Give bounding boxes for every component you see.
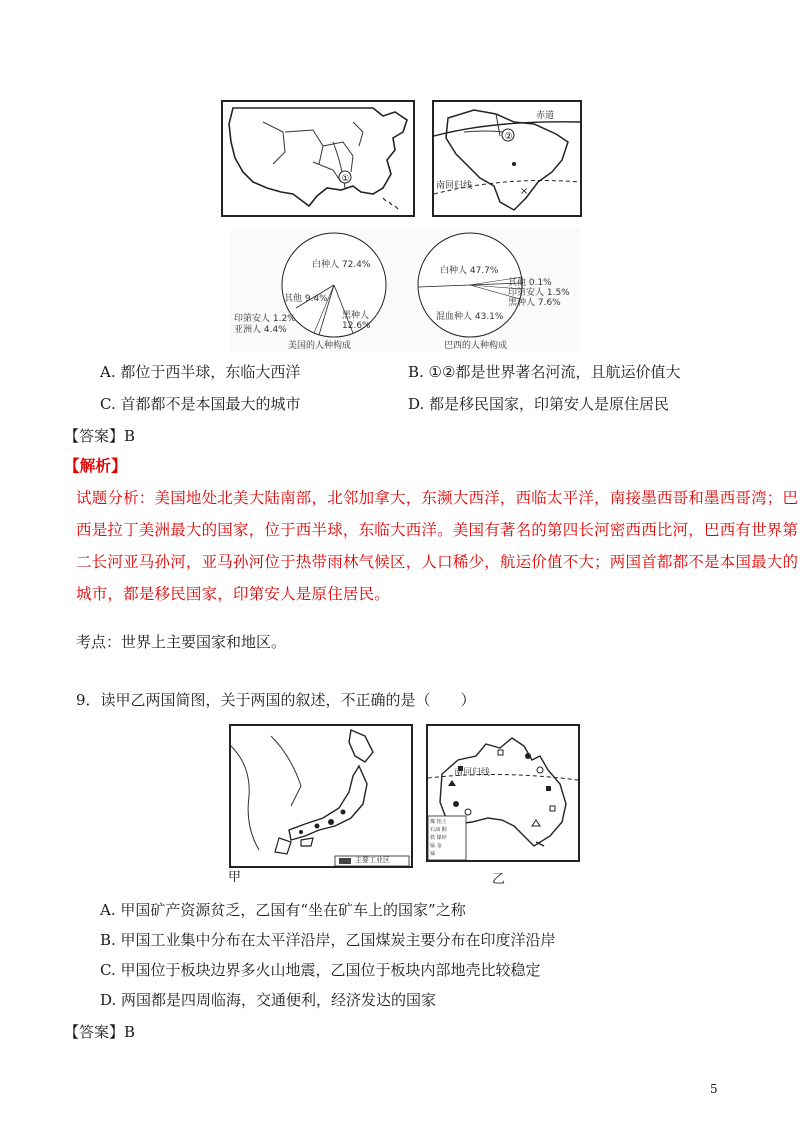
br-pie-caption: 巴西的人种构成 [444, 341, 508, 351]
q9-answer: 【答案】B [64, 1023, 136, 1041]
page-number: 5 [710, 1082, 718, 1096]
australia-tropic-label: 南回归线 [454, 768, 491, 778]
legend-nickel-zinc: 镍锌 [436, 835, 447, 841]
q9-option-c: C. 甲国位于板块边界多火山地震，乙国位于板块内部地壳比较稳定 [100, 961, 541, 979]
equator-label: 赤道 [536, 111, 555, 121]
us-population-pie [230, 229, 404, 351]
q8-kaodian: 考点：世界上主要国家和地区。 [76, 633, 287, 651]
australia-map [426, 724, 580, 862]
tropic-label: 南回归线 [436, 181, 473, 191]
brazil-population-pie [404, 229, 580, 351]
q8-analysis-title: 【解析】 [64, 457, 127, 475]
q9-option-b: B. 甲国工业集中分布在太平洋沿岸，乙国煤炭主要分布在印度洋沿岸 [100, 931, 556, 949]
q9-option-a: A. 甲国矿产资源贫乏，乙国有“坐在矿车上的国家”之称 [100, 901, 466, 919]
japan-legend-industrial: 主要工业区 [355, 856, 390, 864]
q8-analysis-line-4: 城市，都是移民国家，印第安人是原住居民。 [76, 585, 391, 603]
map-label-jia: 甲 [228, 870, 242, 885]
us-pie-label-asian: 亚洲人 4.4% [234, 325, 287, 335]
q8-option-c: C. 首都都不是本国最大的城市 [100, 395, 301, 413]
q8-option-a: A. 都位于西半球，东临大西洋 [100, 363, 301, 381]
q9-option-d: D. 两国都是四周临海，交通便利，经济发达的国家 [100, 991, 437, 1009]
legend-copper: 铜 [441, 827, 447, 833]
japan-map-outline [231, 726, 411, 866]
q8-option-b: B. ①②都是世界著名河流，且航运价值大 [408, 363, 681, 381]
river-marker-2: ② [504, 132, 513, 142]
us-map-outline [223, 102, 413, 215]
legend-manganese: 锰 [430, 843, 436, 849]
legend-iron: 铁 [430, 835, 436, 841]
br-pie-label-indian: 印第安人 1.5% [508, 288, 570, 298]
us-pie-label-indian: 印第安人 1.2% [234, 314, 296, 324]
q9-stem: 9．读甲乙两国简图，关于两国的叙述，不正确的是（ ） [76, 691, 476, 709]
us-pie-label-black: 黑种人 12.6% [342, 311, 371, 331]
map-label-yi: 乙 [492, 872, 506, 887]
brazil-map [432, 100, 582, 217]
svg-text:×: × [520, 186, 529, 197]
br-pie-label-other: 其他 0.1% [508, 278, 552, 288]
legend-uranium: 铀 [430, 851, 436, 857]
q8-option-d: D. 都是移民国家，印第安人是原住居民 [408, 395, 670, 413]
legend-coal: 煤 [430, 819, 436, 825]
us-pie-label-other: 其他 9.4% [284, 294, 328, 304]
legend-oil: 石油 [430, 827, 441, 833]
australia-legend [430, 818, 466, 858]
river-marker-1: ① [341, 174, 350, 184]
us-map [221, 100, 415, 217]
q8-analysis-line-3: 二长河亚马孙河，亚马孙河位于热带雨林气候区，人口稀少，航运价值不大；两国首都都不是本国最大的 [76, 553, 799, 571]
us-pie-label-white: 白种人 72.4% [312, 260, 371, 270]
q8-analysis-line-2: 西是拉丁美洲最大的国家，位于西半球，东临大西洋。美国有著名的第四长河密西西比河，巴西有世界第 [76, 521, 799, 539]
brazil-map-outline [434, 102, 580, 215]
japan-map [229, 724, 413, 868]
br-pie-label-mixed: 混血种人 43.1% [436, 312, 504, 322]
br-pie-label-black: 黑种人 7.6% [508, 298, 561, 308]
legend-gold: 金 [436, 843, 442, 849]
br-pie-label-white: 白种人 47.7% [440, 266, 499, 276]
legend-bauxite: 铝土 [436, 819, 447, 825]
q8-answer: 【答案】B [64, 427, 136, 445]
q8-analysis-line-1: 试题分析：美国地处北美大陆南部，北邻加拿大，东濒大西洋，西临太平洋，南接墨西哥和墨西哥湾；巴 [76, 489, 799, 507]
us-pie-caption: 美国的人种构成 [288, 341, 352, 351]
